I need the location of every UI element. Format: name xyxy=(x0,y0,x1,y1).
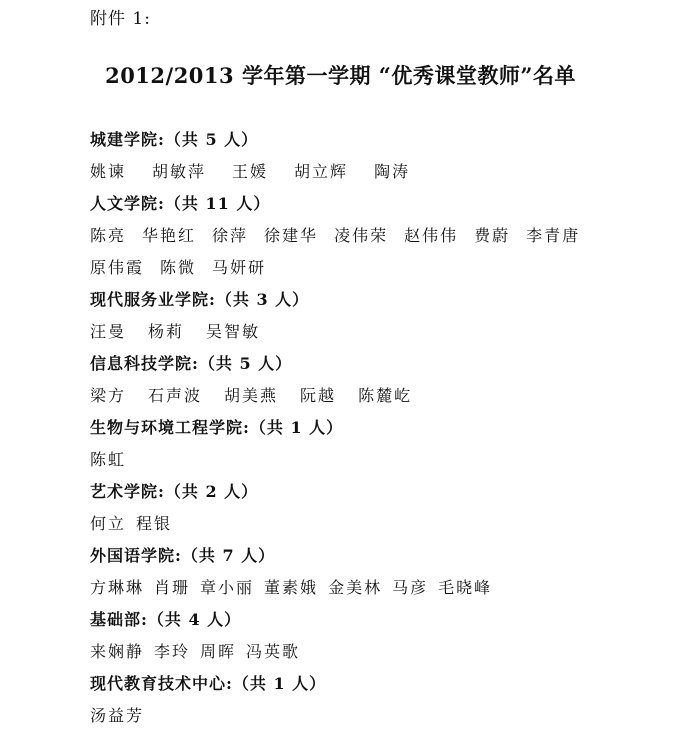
person-name: 汪曼 xyxy=(90,322,127,341)
person-name: 陈微 xyxy=(160,258,197,277)
person-name: 凌伟荣 xyxy=(334,226,389,245)
person-name: 石声波 xyxy=(148,386,203,405)
person-name: 杨莉 xyxy=(148,322,185,341)
names-line xyxy=(90,220,650,252)
person-name: 华艳红 xyxy=(142,226,197,245)
person-name: 李青唐 xyxy=(526,226,581,245)
names-line xyxy=(90,156,650,188)
person-name: 胡美燕 xyxy=(224,386,279,405)
names-line xyxy=(90,700,650,732)
person-name: 肖珊 xyxy=(154,578,191,597)
section-header: 艺术学院:（共 2 人） xyxy=(90,482,259,501)
person-name: 李玲 xyxy=(154,642,191,661)
person-name: 原伟霞 xyxy=(90,258,145,277)
person-name: 阮越 xyxy=(300,386,337,405)
section-header: 人文学院:（共 11 人） xyxy=(90,194,271,213)
person-name: 徐萍 xyxy=(212,226,249,245)
person-name: 胡立辉 xyxy=(294,162,349,181)
person-name: 费蔚 xyxy=(474,226,511,245)
person-name: 何立 xyxy=(90,514,127,533)
person-name: 章小丽 xyxy=(200,578,255,597)
person-name: 冯英歌 xyxy=(246,642,301,661)
person-name: 吴智敏 xyxy=(206,322,261,341)
section-header: 外国语学院:（共 7 人） xyxy=(90,546,276,565)
section-header: 现代教育技术中心:（共 1 人） xyxy=(90,674,327,693)
section-header: 基础部:（共 4 人） xyxy=(90,610,242,629)
section-header: 信息科技学院:（共 5 人） xyxy=(90,354,293,373)
names-line xyxy=(90,508,650,540)
person-name: 董素娥 xyxy=(264,578,319,597)
names-line xyxy=(90,252,650,284)
person-name: 陈虹 xyxy=(90,450,127,469)
section-header: 生物与环境工程学院:（共 1 人） xyxy=(90,418,344,437)
document-title: 2012/2013 学年第一学期 “优秀课堂教师”名单 xyxy=(105,63,576,88)
names-line xyxy=(90,316,650,348)
person-name: 金美林 xyxy=(328,578,383,597)
person-name: 姚谏 xyxy=(90,162,127,181)
person-name: 赵伟伟 xyxy=(404,226,459,245)
person-name: 方琳琳 xyxy=(90,578,145,597)
person-name: 马妍研 xyxy=(212,258,267,277)
person-name: 陈麓屹 xyxy=(358,386,413,405)
section-header: 现代服务业学院:（共 3 人） xyxy=(90,290,310,309)
names-line xyxy=(90,572,650,604)
person-name: 毛晓峰 xyxy=(438,578,493,597)
person-name: 汤益芳 xyxy=(90,706,145,725)
person-name: 周晖 xyxy=(200,642,237,661)
person-name: 胡敏萍 xyxy=(152,162,207,181)
person-name: 程银 xyxy=(136,514,173,533)
person-name: 陈亮 xyxy=(90,226,127,245)
attachment-label: 附件 1: xyxy=(90,9,151,29)
names-line xyxy=(90,444,650,476)
person-name: 徐建华 xyxy=(264,226,319,245)
person-name: 王媛 xyxy=(232,162,269,181)
section-header: 城建学院:（共 5 人） xyxy=(90,130,259,149)
person-name: 来娴静 xyxy=(90,642,145,661)
names-line xyxy=(90,636,650,668)
sections-list xyxy=(90,124,650,732)
person-name: 陶涛 xyxy=(374,162,411,181)
names-line xyxy=(90,380,650,412)
person-name: 马彦 xyxy=(392,578,429,597)
person-name: 梁方 xyxy=(90,386,127,405)
